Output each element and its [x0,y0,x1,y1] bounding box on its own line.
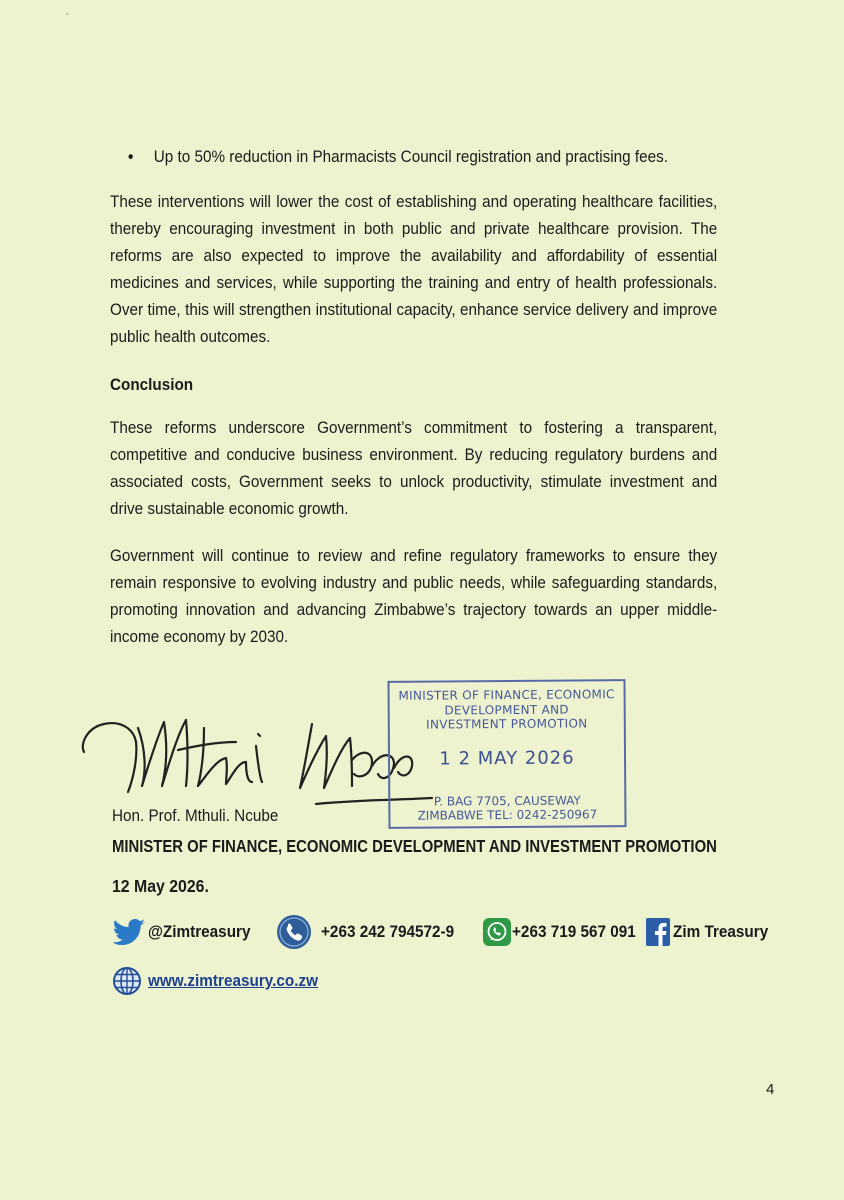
phone-contact[interactable] [275,912,469,952]
twitter-icon [112,918,146,946]
whatsapp-contact[interactable] [482,912,650,952]
phone-number: +263 242 794572-9 [321,922,455,941]
official-stamp [387,679,626,829]
document-date: 12 May 2026. [112,876,209,896]
stamp-line-telephone: ZIMBABWE TEL: 0242-250967 [417,807,598,823]
stamp-line-address: P. BAG 7705, CAUSEWAY [433,793,581,809]
page-number: 4 [766,1081,775,1098]
facebook-contact[interactable] [645,912,779,952]
paragraph-review: Government will continue to review and refine regulatory frameworks to ensure they remain responsive to evolving industry and public needs, while safeguarding standards, promoting innovation and advancing Zimbabwe’s trajectory towards an upper middle-income economy by 2030. [110,546,718,646]
website-link[interactable]: www.zimtreasury.co.zw [148,971,319,990]
bullet-item [128,143,668,170]
website-contact[interactable] [112,965,337,997]
handwritten-signature [76,690,436,820]
stamp-line-development: DEVELOPMENT AND [444,702,570,718]
stamp-line-ministry: MINISTER OF FINANCE, ECONOMIC [398,687,615,703]
whatsapp-number: +263 719 567 091 [512,922,636,941]
stamp-line-investment: INVESTMENT PROMOTION [426,716,588,732]
facebook-page: Zim Treasury [673,922,769,941]
paragraph-interventions: These interventions will lower the cost of establishing and operating healthcare facilities, thereby encouraging investment in both public and private healthcare provision. The reforms are also expected to improve the availability and affordability of essential medicines and services, while supporting the training and entry of health professionals. Over time, this will strengthen institutional capacity, enhance service delivery and improve public health outcomes. [110,192,718,346]
conclusion-heading: Conclusion [110,375,194,394]
globe-icon [112,966,142,996]
twitter-handle: @Zimtreasury [148,922,251,941]
stamp-date: 1 2 MAY 2026 [439,747,575,770]
signatory-title: MINISTER OF FINANCE, ECONOMIC DEVELOPMENT AND INVESTMENT PROMOTION [112,836,717,856]
bullet-dot-icon: • [128,147,134,166]
bullet-text: Up to 50% reduction in Pharmacists Council registration and practising fees. [153,147,668,166]
signatory-name: Hon. Prof. Mthuli. Ncube [112,806,279,825]
facebook-icon [645,917,671,947]
twitter-contact[interactable] [112,912,262,952]
phone-icon [275,913,313,951]
scan-speck [66,13,68,15]
paragraph-reforms: These reforms underscore Government’s commitment to fostering a transparent, competitive and conducive business environment. By reducing regulatory burdens and associated costs, Government seeks to unlock productivity, stimulate investment and drive sustainable economic growth. [110,418,718,518]
whatsapp-icon [482,917,512,947]
